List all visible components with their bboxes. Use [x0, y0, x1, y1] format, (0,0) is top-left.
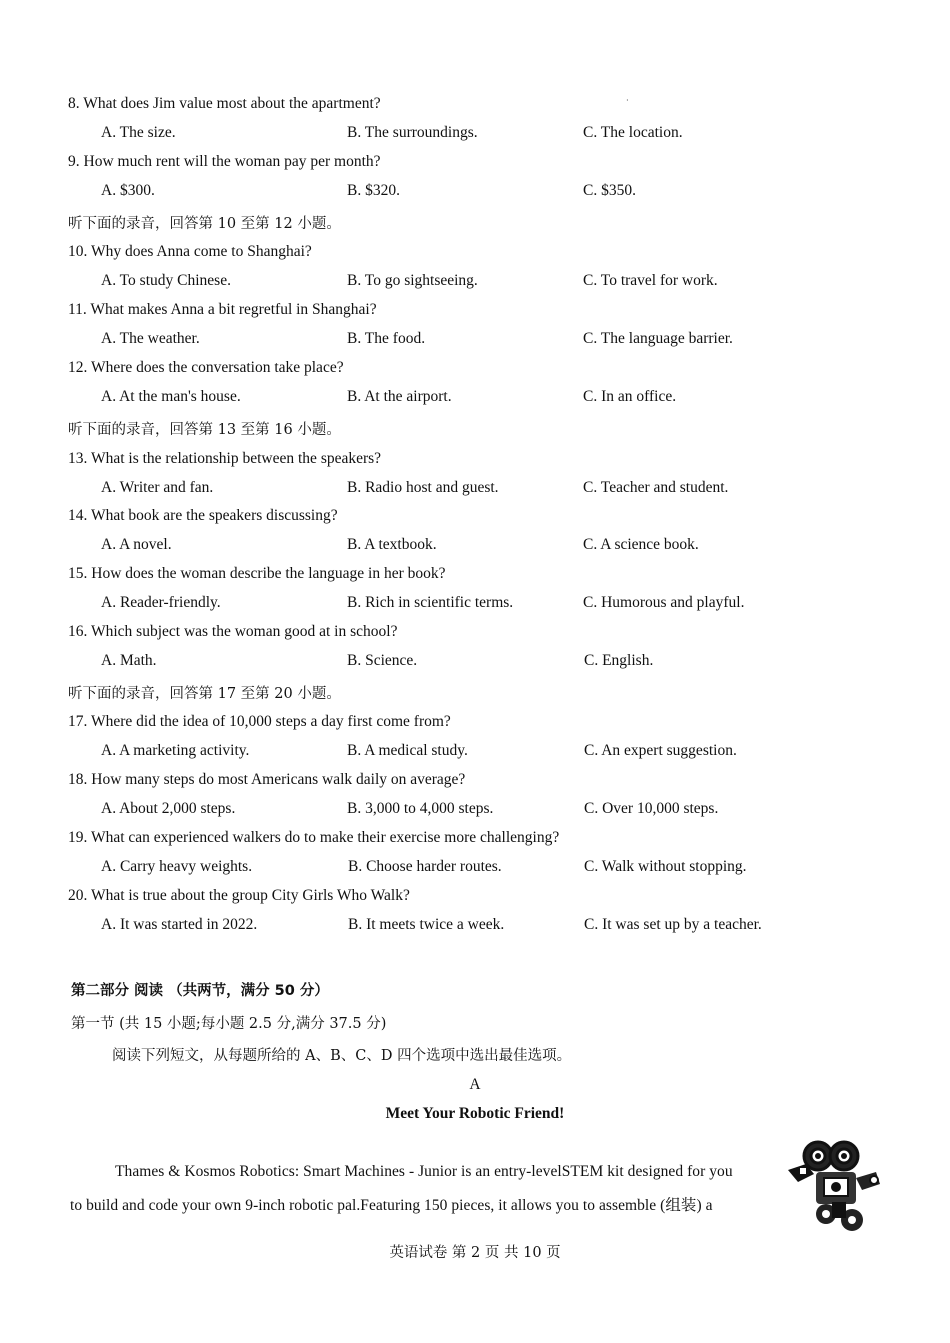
question-9-option-c: C. $350.: [583, 182, 636, 199]
page-footer: 英语试卷 第 2 页 共 10 页: [389, 1245, 561, 1261]
question-8-option-a: A. The size.: [101, 124, 176, 141]
section-one-heading: 第一节 (共 15 小题;每小题 2.5 分,满分 37.5 分): [71, 1016, 387, 1032]
question-10-stem: 10. Why does Anna come to Shanghai?: [68, 243, 312, 260]
question-13-option-b: B. Radio host and guest.: [347, 479, 499, 496]
question-18-option-b: B. 3,000 to 4,000 steps.: [347, 800, 494, 817]
passage-title: Meet Your Robotic Friend!: [385, 1105, 565, 1122]
question-12-option-a: A. At the man's house.: [101, 388, 241, 405]
passage-line-2: to build and code your own 9-inch robotic pal.Featuring 150 pieces, it allows you to assemble (组装) a: [70, 1197, 713, 1214]
question-9-option-b: B. $320.: [347, 182, 400, 199]
question-19-option-a: A. Carry heavy weights.: [101, 858, 253, 875]
question-19-option-b: B. Choose harder routes.: [348, 858, 502, 875]
question-11-option-c: C. The language barrier.: [583, 330, 733, 347]
question-15-option-b: B. Rich in scientific terms.: [347, 594, 514, 611]
question-17-option-c: C. An expert suggestion.: [584, 742, 737, 759]
question-19-stem: 19. What can experienced walkers do to make their exercise more challenging?: [68, 829, 560, 846]
question-15-option-c: C. Humorous and playful.: [583, 594, 745, 611]
question-14-stem: 14. What book are the speakers discussing?: [68, 507, 338, 524]
passage-letter: A: [469, 1076, 481, 1093]
question-18-stem: 18. How many steps do most Americans walk daily on average?: [68, 771, 466, 788]
question-12-option-b: B. At the airport.: [347, 388, 452, 405]
question-11-option-b: B. The food.: [347, 330, 426, 347]
question-14-option-c: C. A science book.: [583, 536, 699, 553]
question-18-option-c: C. Over 10,000 steps.: [584, 800, 719, 817]
robot-illustration-icon: [786, 1134, 886, 1234]
listening-instruction-17-20: 听下面的录音，回答第 17 至第 20 小题。: [68, 686, 341, 702]
question-13-option-c: C. Teacher and student.: [583, 479, 729, 496]
question-10-option-b: B. To go sightseeing.: [347, 272, 478, 289]
question-10-option-c: C. To travel for work.: [583, 272, 718, 289]
question-9-stem: 9. How much rent will the woman pay per month?: [68, 153, 381, 170]
question-17-option-a: A. A marketing activity.: [101, 742, 250, 759]
question-16-stem: 16. Which subject was the woman good at in school?: [68, 623, 398, 640]
question-18-option-a: A. About 2,000 steps.: [101, 800, 236, 817]
question-16-option-a: A. Math.: [101, 652, 157, 669]
question-15-stem: 15. How does the woman describe the language in her book?: [68, 565, 446, 582]
question-20-option-b: B. It meets twice a week.: [348, 916, 505, 933]
question-16-option-c: C. English.: [584, 652, 654, 669]
question-8-option-c: C. The location.: [583, 124, 683, 141]
question-11-option-a: A. The weather.: [101, 330, 200, 347]
question-13-option-a: A. Writer and fan.: [101, 479, 214, 496]
question-11-stem: 11. What makes Anna a bit regretful in Shanghai?: [68, 301, 377, 318]
question-17-stem: 17. Where did the idea of 10,000 steps a day first come from?: [68, 713, 451, 730]
question-15-option-a: A. Reader-friendly.: [101, 594, 221, 611]
question-16-option-b: B. Science.: [347, 652, 418, 669]
part-two-heading: 第二部分 阅读 （共两节，满分 50 分）: [71, 983, 329, 999]
question-14-option-a: A. A novel.: [101, 536, 172, 553]
question-17-option-b: B. A medical study.: [347, 742, 468, 759]
question-20-option-c: C. It was set up by a teacher.: [584, 916, 762, 933]
question-9-option-a: A. $300.: [101, 182, 155, 199]
listening-instruction-10-12: 听下面的录音，回答第 10 至第 12 小题。: [68, 216, 341, 232]
question-13-stem: 13. What is the relationship between the speakers?: [68, 450, 382, 467]
question-20-stem: 20. What is true about the group City Girls Who Walk?: [68, 887, 410, 904]
question-19-option-c: C. Walk without stopping.: [584, 858, 747, 875]
question-8-stem: 8. What does Jim value most about the apartment?: [68, 95, 381, 112]
question-8-option-b: B. The surroundings.: [347, 124, 478, 141]
question-20-option-a: A. It was started in 2022.: [101, 916, 258, 933]
reading-instruction: 阅读下列短文，从每题所给的 A、B、C、D 四个选项中选出最佳选项。: [112, 1048, 572, 1064]
listening-instruction-13-16: 听下面的录音，回答第 13 至第 16 小题。: [68, 422, 341, 438]
question-12-stem: 12. Where does the conversation take place?: [68, 359, 344, 376]
stray-dot: ·: [626, 96, 629, 105]
question-10-option-a: A. To study Chinese.: [101, 272, 231, 289]
question-14-option-b: B. A textbook.: [347, 536, 437, 553]
passage-line-1: Thames & Kosmos Robotics: Smart Machines - Junior is an entry-levelSTEM kit designed for you: [115, 1163, 733, 1180]
question-12-option-c: C. In an office.: [583, 388, 677, 405]
